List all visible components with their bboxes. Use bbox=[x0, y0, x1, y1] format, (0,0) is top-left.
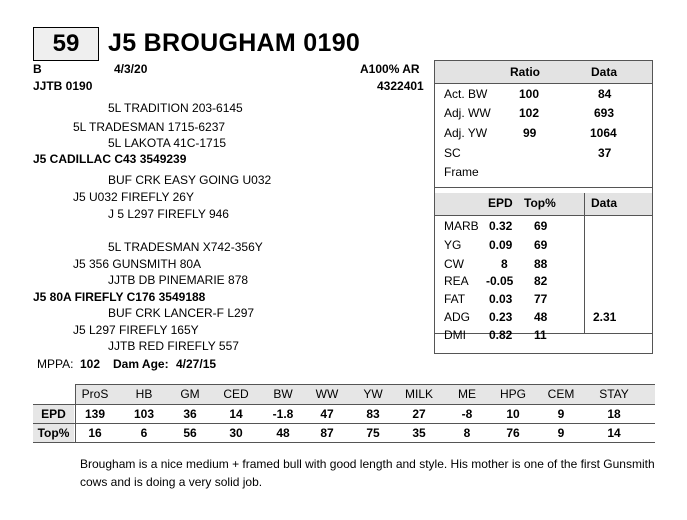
epd-value-hpg: 10 bbox=[506, 407, 520, 421]
epd-header-cem: CEM bbox=[547, 387, 575, 401]
top-value-ced: 30 bbox=[229, 426, 243, 440]
epd-header-ww: WW bbox=[315, 387, 339, 401]
epd-header-hpg: HPG bbox=[499, 387, 526, 401]
perf-data-ww: 693 bbox=[594, 106, 615, 120]
top-value-ww: 87 bbox=[320, 426, 334, 440]
epd-value-cem: 9 bbox=[557, 407, 565, 421]
epd-value-me: -8 bbox=[461, 407, 473, 421]
carcass-epd-adg: 0.23 bbox=[489, 310, 513, 324]
carcass-epd-cw: 8 bbox=[501, 257, 508, 271]
divider bbox=[435, 215, 652, 216]
divider bbox=[75, 384, 655, 385]
top-value-cem: 9 bbox=[557, 426, 565, 440]
epd-header-pros: ProS bbox=[81, 387, 109, 401]
carcass-epd-dmi: 0.82 bbox=[489, 328, 513, 342]
divider bbox=[435, 187, 652, 188]
epd-header-milk: MILK bbox=[404, 387, 433, 401]
top-value-milk: 35 bbox=[412, 426, 426, 440]
divider bbox=[33, 404, 655, 405]
carcass-label-fat: FAT bbox=[444, 292, 466, 306]
epd-value-pros: 139 bbox=[84, 407, 106, 421]
perf-data-yw: 1064 bbox=[590, 126, 617, 140]
pedigree-sire-dam: J5 U032 FIREFLY 26Y bbox=[73, 190, 194, 204]
pedigree-dam: J5 80A FIREFLY C176 3549188 bbox=[33, 290, 206, 304]
carcass-epd-rea: -0.05 bbox=[486, 274, 514, 288]
pedigree-sire-sire: 5L TRADESMAN 1715-6237 bbox=[73, 120, 226, 134]
perf-label-bw: Act. BW bbox=[444, 87, 488, 101]
dam-age-value: 4/27/15 bbox=[176, 357, 217, 371]
epd-value-yw: 83 bbox=[366, 407, 380, 421]
epd-header-stay: STAY bbox=[599, 387, 629, 401]
epd-value-gm: 36 bbox=[183, 407, 197, 421]
epd-value-milk: 27 bbox=[412, 407, 426, 421]
top-value-bw: 48 bbox=[276, 426, 290, 440]
divider bbox=[435, 83, 652, 84]
divider bbox=[33, 423, 655, 424]
lot-number: 59 bbox=[33, 27, 99, 61]
top-value-stay: 14 bbox=[607, 426, 621, 440]
ar-status: A100% AR bbox=[360, 62, 420, 76]
description: Brougham is a nice medium + framed bull with good length and style. His mother is one of the first Gunsmith cows and is doing a very solid job. bbox=[80, 457, 655, 489]
perf-label-sc: SC bbox=[444, 146, 461, 160]
top-value-hb: 6 bbox=[140, 426, 148, 440]
carcass-top-rea: 82 bbox=[534, 274, 548, 288]
top-value-gm: 56 bbox=[183, 426, 197, 440]
top-value-me: 8 bbox=[463, 426, 471, 440]
carcass-top-cw: 88 bbox=[534, 257, 548, 271]
sex: B bbox=[33, 62, 42, 76]
epd-value-ced: 14 bbox=[229, 407, 243, 421]
epd-header-me: ME bbox=[458, 387, 476, 401]
carcass-top-header: Top% bbox=[524, 196, 556, 210]
perf-label-ww: Adj. WW bbox=[444, 106, 491, 120]
tattoo: JJTB 0190 bbox=[33, 79, 93, 93]
epd-value-hb: 103 bbox=[133, 407, 155, 421]
pedigree-sire-sire-sire: 5L TRADITION 203-6145 bbox=[108, 101, 243, 115]
carcass-epd-marb: 0.32 bbox=[489, 219, 513, 233]
dam-age-label: Dam Age: bbox=[113, 357, 169, 371]
carcass-label-dmi: DMI bbox=[444, 328, 466, 342]
carcass-data-header: Data bbox=[591, 196, 618, 210]
carcass-top-yg: 69 bbox=[534, 238, 548, 252]
performance-data-header: Data bbox=[591, 65, 618, 79]
divider bbox=[584, 193, 585, 333]
carcass-epd-header: EPD bbox=[488, 196, 513, 210]
carcass-top-adg: 48 bbox=[534, 310, 548, 324]
mppa-value: 102 bbox=[80, 357, 101, 371]
top-row-label: Top% bbox=[37, 426, 70, 440]
pedigree-dam-dam: J5 L297 FIREFLY 165Y bbox=[73, 323, 199, 337]
carcass-label-yg: YG bbox=[444, 238, 462, 252]
perf-label-frame: Frame bbox=[444, 165, 479, 179]
carcass-top-fat: 77 bbox=[534, 292, 548, 306]
perf-ratio-bw: 100 bbox=[519, 87, 540, 101]
pedigree-dam-sire-dam: JJTB DB PINEMARIE 878 bbox=[108, 273, 249, 287]
epd-header-hb: HB bbox=[135, 387, 153, 401]
divider bbox=[33, 442, 655, 443]
epd-value-ww: 47 bbox=[320, 407, 334, 421]
epd-value-bw: -1.8 bbox=[272, 407, 294, 421]
epd-row-label: EPD bbox=[41, 407, 66, 421]
pedigree-dam-sire: J5 356 GUNSMITH 80A bbox=[73, 257, 202, 271]
perf-ratio-yw: 99 bbox=[523, 126, 537, 140]
performance-ratio-header: Ratio bbox=[510, 65, 540, 79]
carcass-label-marb: MARB bbox=[444, 219, 479, 233]
epd-header-ced: CED bbox=[223, 387, 249, 401]
epd-header-gm: GM bbox=[180, 387, 200, 401]
carcass-epd-fat: 0.03 bbox=[489, 292, 513, 306]
epd-header-bw: BW bbox=[273, 387, 293, 401]
carcass-epd-yg: 0.09 bbox=[489, 238, 513, 252]
carcass-top-dmi: 11 bbox=[534, 328, 547, 342]
perf-data-sc: 37 bbox=[598, 146, 612, 160]
pedigree-sire-dam-sire: BUF CRK EASY GOING U032 bbox=[108, 173, 272, 187]
epd-value-stay: 18 bbox=[607, 407, 621, 421]
epd-header-yw: YW bbox=[363, 387, 383, 401]
animal-name: J5 BROUGHAM 0190 bbox=[108, 29, 361, 57]
performance-header-bg bbox=[435, 61, 652, 83]
carcass-top-marb: 69 bbox=[534, 219, 548, 233]
pedigree-dam-dam-sire: BUF CRK LANCER-F L297 bbox=[108, 306, 255, 320]
mppa-label: MPPA: bbox=[37, 357, 74, 371]
pedigree-sire-sire-dam: 5L LAKOTA 41C-1715 bbox=[108, 136, 227, 150]
pedigree-dam-sire-sire: 5L TRADESMAN X742-356Y bbox=[108, 240, 263, 254]
perf-ratio-ww: 102 bbox=[519, 106, 540, 120]
top-value-yw: 75 bbox=[366, 426, 380, 440]
top-value-pros: 16 bbox=[88, 426, 102, 440]
pedigree-sire: J5 CADILLAC C43 3549239 bbox=[33, 152, 187, 166]
perf-data-bw: 84 bbox=[598, 87, 612, 101]
registration-number: 4322401 bbox=[377, 79, 424, 93]
pedigree-sire-dam-dam: J 5 L297 FIREFLY 946 bbox=[108, 207, 229, 221]
top-value-hpg: 76 bbox=[506, 426, 520, 440]
carcass-label-cw: CW bbox=[444, 257, 464, 271]
carcass-data-adg: 2.31 bbox=[593, 310, 617, 324]
perf-label-yw: Adj. YW bbox=[444, 126, 488, 140]
pedigree-dam-dam-dam: JJTB RED FIREFLY 557 bbox=[108, 339, 239, 353]
birth-date: 4/3/20 bbox=[114, 62, 148, 76]
carcass-label-rea: REA bbox=[444, 274, 469, 288]
carcass-label-adg: ADG bbox=[444, 310, 471, 324]
